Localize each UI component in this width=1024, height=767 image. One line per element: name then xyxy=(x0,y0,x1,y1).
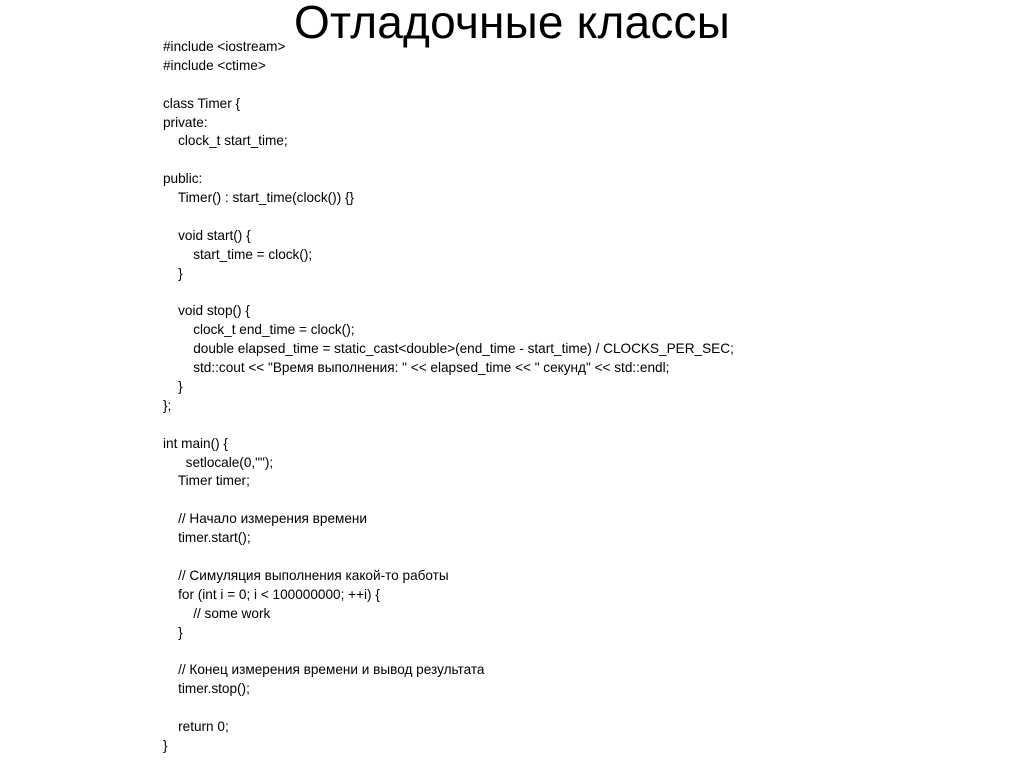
code-line: Timer timer; xyxy=(163,473,250,489)
code-line: private: xyxy=(163,114,208,130)
code-line: } xyxy=(163,379,183,395)
code-line: double elapsed_time = static_cast<double>(end_time - start_time) / CLOCKS_PER_SEC; xyxy=(163,341,734,357)
code-line: } xyxy=(163,624,183,640)
code-line: std::cout << "Время выполнения: " << elapsed_time << " секунд" << std::endl; xyxy=(163,360,670,376)
code-line xyxy=(163,151,1003,170)
code-line: // Начало измерения времени xyxy=(163,511,368,527)
slide-title: Отладочные классы xyxy=(294,0,730,48)
code-line xyxy=(163,699,1003,718)
code-line: setlocale(0,""); xyxy=(163,454,274,470)
code-line: #include <iostream> xyxy=(163,39,286,54)
code-line: Timer() : start_time(clock()) {} xyxy=(163,190,355,206)
code-line: // Симуляция выполнения какой-то работы xyxy=(163,567,449,583)
code-line: for (int i = 0; i < 100000000; ++i) { xyxy=(163,586,380,602)
code-line: timer.start(); xyxy=(163,530,251,546)
code-line: start_time = clock(); xyxy=(163,246,313,262)
code-listing xyxy=(163,38,1003,756)
code-line: #include <ctime> xyxy=(163,57,266,73)
code-line: // Конец измерения времени и вывод результата xyxy=(163,662,485,678)
code-line: int main() { xyxy=(163,435,228,451)
code-line xyxy=(163,208,1003,227)
code-line xyxy=(163,548,1003,567)
code-line: // some work xyxy=(163,605,271,621)
code-line xyxy=(163,76,1003,95)
code-line xyxy=(163,284,1003,303)
code-line: timer.stop(); xyxy=(163,681,250,697)
code-line: } xyxy=(163,265,183,281)
code-line xyxy=(163,491,1003,510)
code-line: clock_t start_time; xyxy=(163,133,288,149)
code-line: } xyxy=(163,737,168,753)
code-line: }; xyxy=(163,397,172,413)
code-line xyxy=(163,416,1003,435)
code-line: class Timer { xyxy=(163,95,241,111)
code-line: clock_t end_time = clock(); xyxy=(163,322,355,338)
code-line xyxy=(163,643,1003,662)
code-line: void start() { xyxy=(163,227,251,243)
code-line: public: xyxy=(163,171,203,187)
code-line: void stop() { xyxy=(163,303,250,319)
code-line: return 0; xyxy=(163,719,229,735)
